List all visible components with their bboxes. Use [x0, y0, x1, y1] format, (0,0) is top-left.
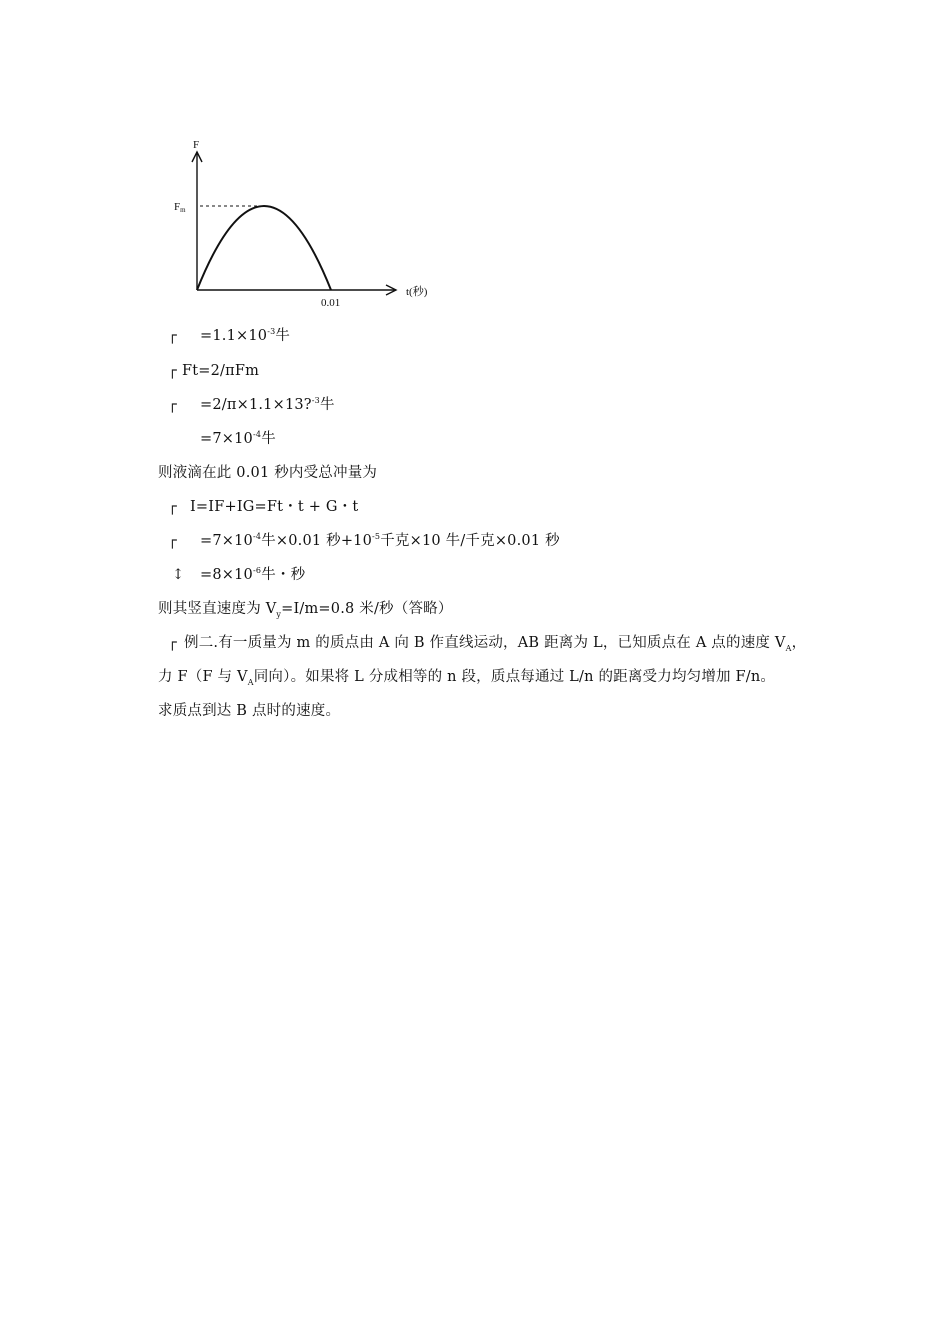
bracket-mark: ┌ [168, 499, 177, 515]
fm-label: Fm [174, 201, 186, 214]
force-time-graph-svg [160, 130, 460, 320]
bracket-mark: ┌ [168, 635, 177, 651]
velocity-result: 则其竖直速度为 $V_y=I/m=0.8$ 米/秒（答略） [158, 601, 453, 619]
force-curve [197, 206, 331, 290]
impulse-intro: 则液滴在此 0.01 秒内受总冲量为 [158, 465, 378, 481]
calc-line-3: ┌ =2/π×1.1×13?$^{-3}$牛 [168, 396, 335, 413]
x-tick-label: 0.01 [321, 297, 341, 309]
calc-line-7: ↕ $=8\times 10^{-6}$牛・秒 [172, 566, 306, 583]
x-axis-label: t(秒) [406, 286, 428, 298]
bracket-mark: ┌ [168, 533, 177, 549]
calc-line-1: ┌ $=1.1\times 10^{-3}$牛 [168, 327, 291, 344]
example2-line-2: 力 F（F 与 $V_A$同向）。如果将 L 分成相等的 n 段，质点每通过 L/n 的距离受力均匀增加 F/n。 [158, 669, 776, 687]
calc-line-5: ┌ I=IF+IG=Ft・t + G・t [168, 499, 359, 515]
calc-line-2: ┌ Ft=2/πFm [168, 363, 260, 379]
y-axis-label: F [193, 139, 200, 151]
updown-mark: ↕ [172, 567, 185, 583]
bracket-mark: ┌ [168, 397, 177, 413]
force-time-graph [160, 130, 460, 320]
example2-line-3: 求质点到达 B 点时的速度。 [158, 703, 341, 719]
bracket-mark: ┌ [168, 363, 177, 379]
bracket-mark: ┌ [168, 328, 177, 344]
calc-line-4: $=7\times 10^{-4}$牛 [200, 430, 276, 447]
calc-line-6: ┌ $=7\times 10^{-4}$牛×0.01 秒$+10^{-5}$千克×10 牛/千克×0.01 秒 [168, 532, 560, 549]
example2-line-1: ┌ 例二.有一质量为 m 的质点由 A 向 B 作直线运动，AB 距离为 L，已知质点在 A 点的速度 $V_A$， [168, 635, 807, 653]
